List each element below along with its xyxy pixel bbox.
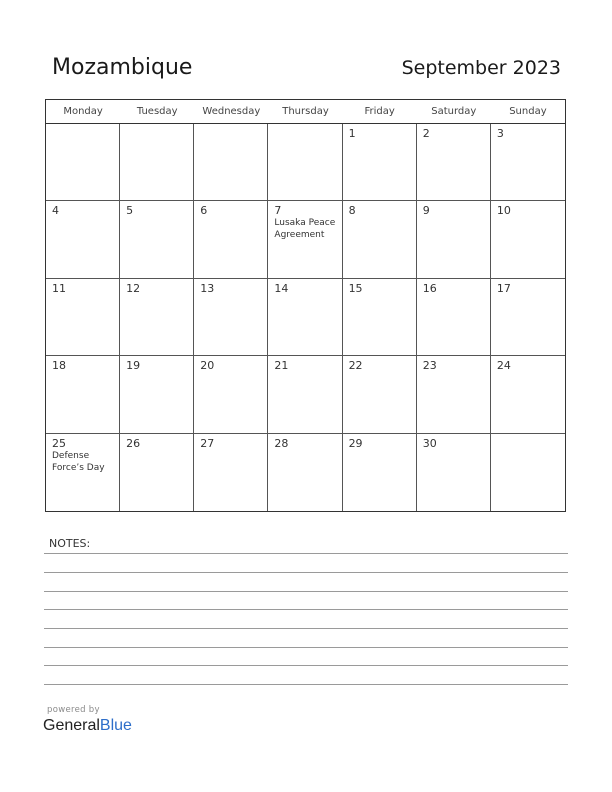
day-cell <box>417 124 491 201</box>
day-number: 20 <box>200 359 215 373</box>
notes-line <box>44 628 568 629</box>
day-cell <box>194 201 268 278</box>
day-cell <box>268 279 342 356</box>
day-cell <box>120 201 194 278</box>
day-cell <box>268 434 342 511</box>
day-number: 3 <box>496 127 504 140</box>
day-number: 23 <box>422 359 437 373</box>
day-cell <box>268 356 342 433</box>
day-number: 30 <box>422 436 437 450</box>
day-cell <box>417 434 491 511</box>
notes-line <box>44 609 568 610</box>
day-number: 11 <box>52 281 66 295</box>
day-number: 5 <box>126 204 134 218</box>
day-number: 27 <box>200 436 215 450</box>
day-cell <box>120 434 194 511</box>
day-number: 22 <box>348 359 363 373</box>
day-cell <box>46 356 120 433</box>
notes-line <box>44 553 568 554</box>
day-cell <box>343 279 417 356</box>
day-cell <box>268 201 342 278</box>
day-number: 29 <box>348 436 363 450</box>
day-cell <box>417 279 491 356</box>
day-number: 15 <box>348 281 363 295</box>
day-cell <box>343 434 417 511</box>
day-number: 10 <box>496 204 511 218</box>
day-number: 14 <box>274 281 289 295</box>
weekday-header: Wednesday <box>194 100 268 124</box>
day-cell <box>194 124 268 201</box>
holiday-label: Lusaka Peace Agreement <box>274 218 336 241</box>
powered-by-text: powered by <box>47 705 100 715</box>
day-number: 6 <box>200 204 208 218</box>
day-number: 7 <box>274 204 282 218</box>
notes-line <box>44 647 568 648</box>
day-number: 12 <box>126 281 141 295</box>
day-cell <box>343 356 417 433</box>
holiday-label: Defense Force’s Day <box>52 450 105 473</box>
day-number: 9 <box>422 204 430 218</box>
notes-line <box>44 665 568 666</box>
weekday-header: Monday <box>46 100 120 124</box>
day-number: 26 <box>126 436 141 450</box>
notes-label: NOTES: <box>49 537 91 550</box>
day-number: 8 <box>348 204 356 218</box>
generalblue-logo <box>43 717 132 735</box>
day-cell <box>120 124 194 201</box>
day-number: 1 <box>348 127 356 140</box>
day-number: 16 <box>422 281 437 295</box>
day-number: 17 <box>496 281 511 295</box>
day-cell <box>491 434 565 511</box>
day-number: 21 <box>274 359 289 373</box>
day-cell <box>491 356 565 433</box>
notes-line <box>44 684 568 685</box>
weekday-header: Tuesday <box>120 100 194 124</box>
day-cell <box>194 356 268 433</box>
calendar-country-title: Mozambique <box>52 55 193 80</box>
logo-blue-text: Blue <box>99 717 132 734</box>
day-number: 18 <box>52 359 66 373</box>
day-cell <box>491 279 565 356</box>
day-number: 19 <box>126 359 141 373</box>
day-cell <box>194 434 268 511</box>
day-cell <box>120 356 194 433</box>
day-number: 25 <box>52 436 66 450</box>
day-cell <box>268 124 342 201</box>
day-cell <box>46 434 120 511</box>
calendar-month-title: September 2023 <box>401 57 561 79</box>
notes-line <box>44 591 568 592</box>
day-cell <box>120 279 194 356</box>
day-cell <box>417 356 491 433</box>
weekday-header: Thursday <box>268 100 342 124</box>
notes-line <box>44 572 568 573</box>
weekday-header: Saturday <box>417 100 491 124</box>
day-cell <box>491 201 565 278</box>
day-cell <box>194 279 268 356</box>
day-number: 13 <box>200 281 215 295</box>
day-number: 28 <box>274 436 289 450</box>
day-cell <box>46 124 120 201</box>
day-cell <box>343 201 417 278</box>
day-cell <box>417 201 491 278</box>
weekday-header: Sunday <box>491 100 565 124</box>
day-cell <box>491 124 565 201</box>
day-number: 4 <box>52 204 59 218</box>
day-cell <box>343 124 417 201</box>
weekday-header: Friday <box>343 100 417 124</box>
day-cell <box>46 201 120 278</box>
logo-general-text: General <box>43 717 100 734</box>
calendar-grid <box>45 99 566 512</box>
day-cell <box>46 279 120 356</box>
day-number: 24 <box>496 359 511 373</box>
day-number: 2 <box>422 127 430 140</box>
